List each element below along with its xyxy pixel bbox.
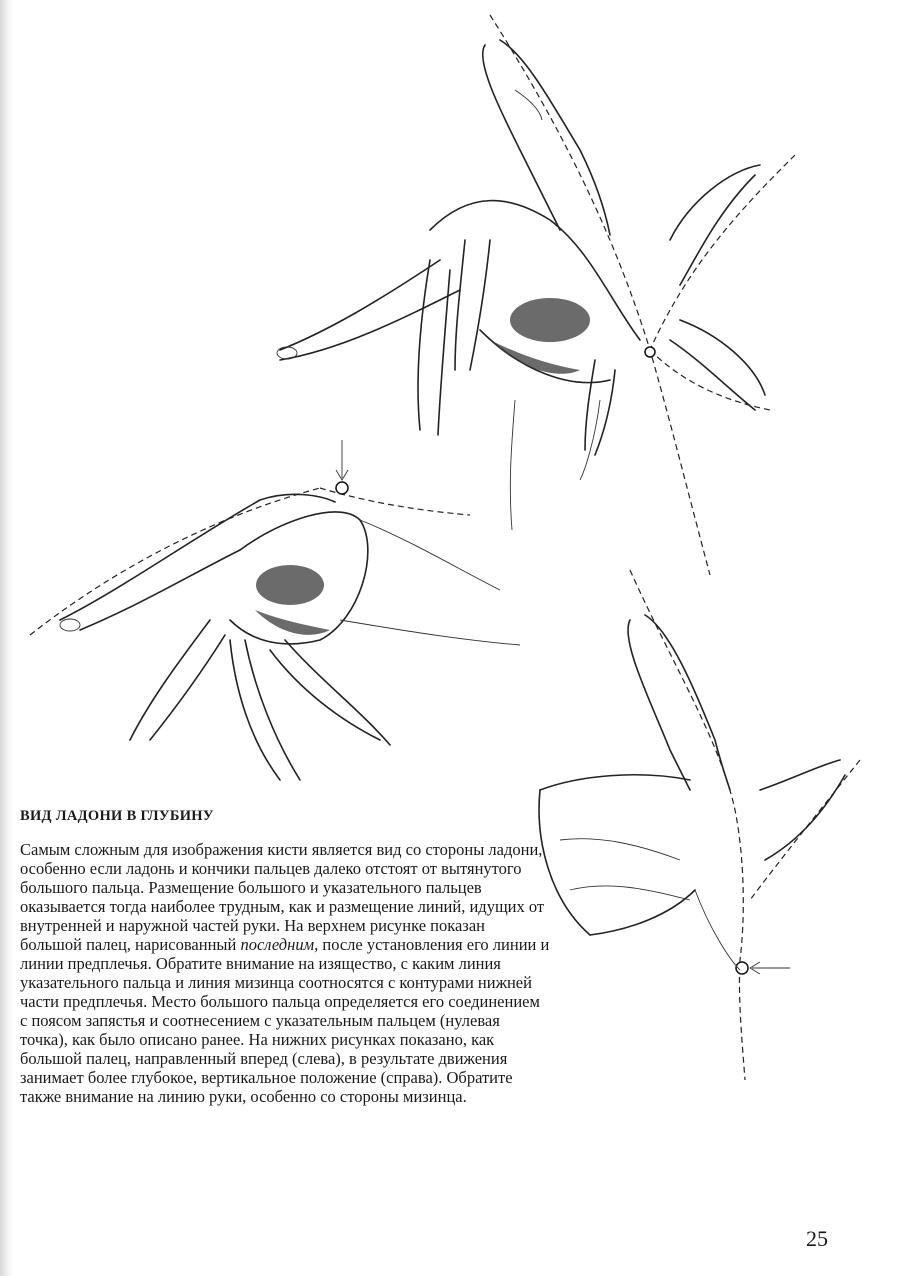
page-binding-edge [0, 0, 14, 1276]
section-heading: ВИД ЛАДОНИ В ГЛУБИНУ [20, 808, 214, 824]
body-emphasis: последним [240, 935, 315, 954]
page-number: 25 [806, 1226, 828, 1251]
hand-left-svg [20, 440, 540, 800]
hand-thumb-forward-left-illustration [20, 440, 540, 800]
hand-right-svg [520, 560, 890, 1090]
section-body [20, 840, 550, 1106]
hand-thumb-vertical-right-illustration [520, 560, 890, 1090]
body-text-before-emphasis: Самым сложным для изображения кисти является вид со стороны ладони, особенно если ладонь и кончики пальцев далеко отстоят от вытянутого большого пальца. Размещение большого и указательного пальцев оказывается тогда наиболее трудным, как и размещение линий, идущих от внутренней и наружной частей руки. На верхнем рисунке показан большой палец, нарисованный [20, 840, 545, 954]
body-paragraph [20, 840, 550, 1106]
body-text-after-emphasis: , после установления его линии и линии предплечья. Обратите внимание на изящество, с каким линия указательного пальца и линия мизинца соотносятся с контурами нижней части предплечья. Место большого пальца определяется его соединением с поясом запястья и соотнесением с указательным пальцем (нулевая точка), как было описано ранее. На нижних рисунках показано, как большой палец, направленный вперед (слева), в результате движения занимает более глубокое, вертикальное положение (справа). Обратите также внимание на линию руки, особенно со стороны мизинца. [20, 935, 550, 1106]
